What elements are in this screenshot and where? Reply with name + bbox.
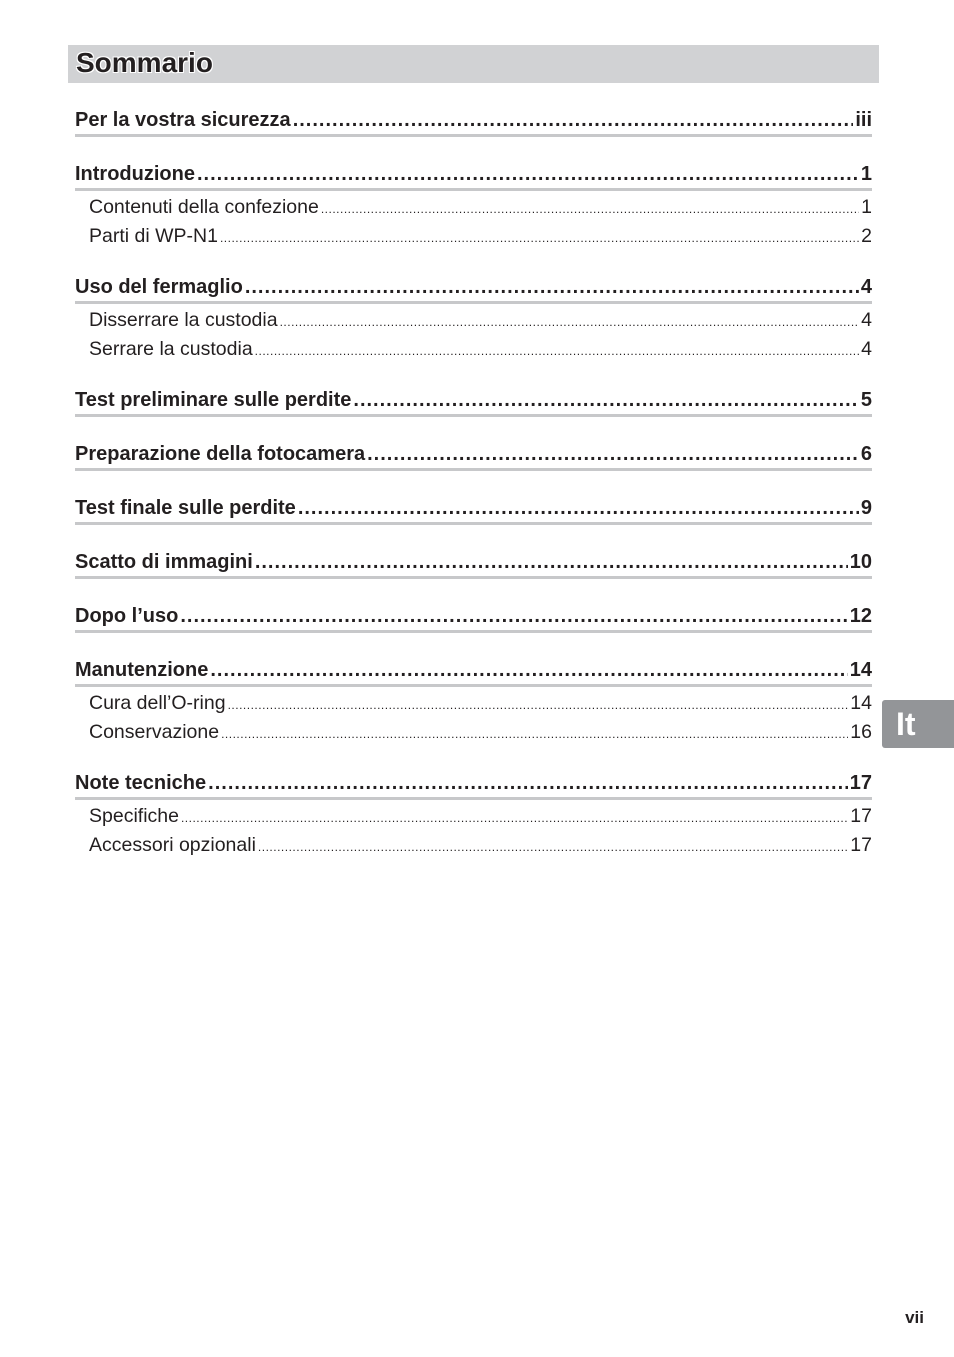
toc-section <box>75 438 872 471</box>
toc-subentry-page: 14 <box>850 692 872 714</box>
toc-entry-page: 6 <box>860 443 872 465</box>
language-tab[interactable] <box>882 700 954 748</box>
toc-entry-label: Manutenzione <box>75 659 209 681</box>
toc-section <box>75 158 872 251</box>
toc-entry-page: 12 <box>849 605 872 627</box>
toc-subentries <box>75 800 872 860</box>
dot-leader <box>321 195 859 224</box>
toc-subentries <box>75 191 872 251</box>
toc-subentry-label: Contenuti della confezione <box>89 196 319 218</box>
toc-section <box>75 600 872 633</box>
toc-entry[interactable] <box>75 492 872 525</box>
dot-leader <box>181 804 848 833</box>
dot-leader <box>221 720 848 749</box>
toc-entry-label: Dopo l’uso <box>75 605 179 627</box>
toc-subentry-page: 2 <box>861 225 872 247</box>
dot-leader <box>353 386 858 415</box>
toc-entry-label: Note tecniche <box>75 772 207 794</box>
toc-entry[interactable] <box>75 271 872 304</box>
toc-entry-page: 4 <box>860 276 872 298</box>
toc-entry[interactable] <box>75 654 872 687</box>
dot-leader <box>208 769 848 798</box>
toc-subentry-label: Conservazione <box>89 721 220 743</box>
toc-entry[interactable] <box>75 104 872 137</box>
dot-leader <box>245 273 859 302</box>
toc-entry-label: Preparazione della fotocamera <box>75 443 366 465</box>
toc-subentry[interactable] <box>75 306 872 335</box>
toc-section <box>75 104 872 137</box>
dot-leader <box>255 337 859 366</box>
toc-subentry-label: Specifiche <box>89 805 179 827</box>
toc-section <box>75 492 872 525</box>
toc-entry[interactable] <box>75 600 872 633</box>
toc-entry-label: Scatto di immagini <box>75 551 253 573</box>
toc-subentry-page: 4 <box>861 309 872 331</box>
toc-entry-page: 9 <box>860 497 872 519</box>
dot-leader <box>180 602 847 631</box>
toc-subentry[interactable] <box>75 689 872 718</box>
toc-entry[interactable] <box>75 438 872 471</box>
toc-section <box>75 654 872 747</box>
toc-subentries <box>75 687 872 747</box>
toc-entry-page: 10 <box>849 551 872 573</box>
page-title: Sommario <box>76 47 213 78</box>
toc-subentry[interactable] <box>75 718 872 747</box>
toc-subentry-page: 16 <box>850 721 872 743</box>
toc-section <box>75 271 872 364</box>
title-bar <box>68 45 879 83</box>
dot-leader <box>298 494 859 523</box>
toc-entry-page: 5 <box>860 389 872 411</box>
toc-section <box>75 767 872 860</box>
toc-entry-page: 14 <box>849 659 872 681</box>
dot-leader <box>293 106 854 135</box>
dot-leader <box>197 160 859 189</box>
toc-subentry[interactable] <box>75 335 872 364</box>
language-tab-label: It <box>896 706 916 742</box>
toc-entry-page: 17 <box>849 772 872 794</box>
dot-leader <box>258 833 848 862</box>
toc-entry-label: Test finale sulle perdite <box>75 497 296 519</box>
toc-subentry[interactable] <box>75 222 872 251</box>
toc-entry-label: Introduzione <box>75 163 195 185</box>
toc-entry[interactable] <box>75 158 872 191</box>
toc-subentry[interactable] <box>75 831 872 860</box>
toc-subentry-page: 1 <box>861 196 872 218</box>
dot-leader <box>228 691 849 720</box>
toc-entry[interactable] <box>75 546 872 579</box>
dot-leader <box>367 440 859 469</box>
toc-entry-label: Per la vostra sicurezza <box>75 109 291 131</box>
toc-entry-label: Uso del fermaglio <box>75 276 243 298</box>
toc-subentry-label: Disserrare la custodia <box>89 309 278 331</box>
dot-leader <box>280 308 860 337</box>
toc-subentry[interactable] <box>75 802 872 831</box>
table-of-contents <box>75 104 872 880</box>
dot-leader <box>255 548 848 577</box>
toc-entry-page: iii <box>855 109 872 131</box>
toc-subentry[interactable] <box>75 193 872 222</box>
toc-entry[interactable] <box>75 384 872 417</box>
toc-section <box>75 384 872 417</box>
toc-subentry-label: Accessori opzionali <box>89 834 256 856</box>
toc-subentry-label: Serrare la custodia <box>89 338 253 360</box>
toc-entry[interactable] <box>75 767 872 800</box>
toc-subentry-page: 4 <box>861 338 872 360</box>
toc-subentry-label: Parti di WP-N1 <box>89 225 218 247</box>
toc-subentry-page: 17 <box>850 834 872 856</box>
dot-leader <box>210 656 847 685</box>
dot-leader <box>220 224 859 253</box>
toc-subentry-label: Cura dell’O-ring <box>89 692 226 714</box>
toc-subentry-page: 17 <box>850 805 872 827</box>
page-number: vii <box>905 1308 924 1327</box>
toc-section <box>75 546 872 579</box>
toc-entry-page: 1 <box>860 163 872 185</box>
toc-entry-label: Test preliminare sulle perdite <box>75 389 352 411</box>
toc-subentries <box>75 304 872 364</box>
